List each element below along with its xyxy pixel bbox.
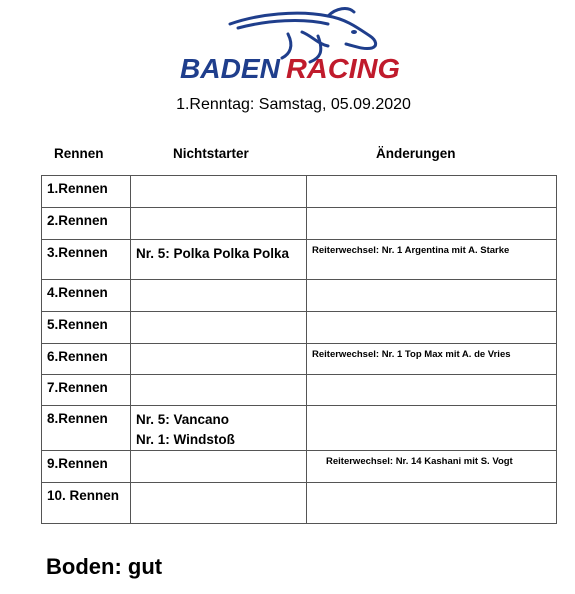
aenderungen-cell — [307, 280, 557, 312]
aenderungen-cell — [307, 312, 557, 344]
rennen-cell — [42, 344, 131, 375]
table-row — [42, 406, 557, 451]
rennen-cell — [42, 208, 131, 240]
rennen-label: 1.Rennen — [47, 181, 108, 196]
nichtstarter-cell — [131, 240, 307, 280]
baden-racing-logo — [178, 6, 404, 84]
rennen-cell — [42, 176, 131, 208]
table-row — [42, 451, 557, 483]
rennen-cell — [42, 240, 131, 280]
aenderungen-cell — [307, 176, 557, 208]
aenderungen-cell — [307, 208, 557, 240]
aenderungen-cell — [307, 240, 557, 280]
renntag-title: 1.Renntag: Samstag, 05.09.2020 — [176, 96, 411, 113]
rennen-cell — [42, 451, 131, 483]
logo-text-baden: BADEN — [180, 53, 281, 84]
rennen-label: 6.Rennen — [47, 349, 108, 364]
table-row — [42, 280, 557, 312]
aenderungen-cell — [307, 406, 557, 451]
nichtstarter-cell — [131, 312, 307, 344]
aenderungen-cell — [307, 344, 557, 375]
column-header-rennen: Rennen — [54, 146, 104, 161]
aenderung-text: Reiterwechsel: Nr. 1 Top Max mit A. de Vries — [312, 349, 511, 360]
rennen-cell — [42, 483, 131, 524]
nichtstarter-entry: Nr. 1: Windstoß — [136, 432, 235, 447]
nichtstarter-cell — [131, 406, 307, 451]
rennen-label: 3.Rennen — [47, 245, 108, 260]
nichtstarter-entry: Nr. 5: Polka Polka Polka — [136, 246, 290, 261]
aenderung-text: Reiterwechsel: Nr. 14 Kashani mit S. Vogt — [326, 456, 513, 467]
nichtstarter-cell — [131, 451, 307, 483]
nichtstarter-cell — [131, 280, 307, 312]
nichtstarter-cell — [131, 176, 307, 208]
aenderungen-cell — [307, 451, 557, 483]
rennen-label: 10. Rennen — [47, 488, 120, 503]
nichtstarter-cell — [131, 208, 307, 240]
table-row — [42, 312, 557, 344]
column-header-aenderungen: Änderungen — [376, 146, 456, 161]
rennen-label: 8.Rennen — [47, 411, 108, 426]
aenderungen-cell — [307, 375, 557, 406]
rennen-label: 2.Rennen — [47, 213, 108, 228]
aenderungen-cell — [307, 483, 557, 524]
table-row — [42, 208, 557, 240]
boden-status: Boden: gut — [46, 554, 163, 579]
table-row — [42, 375, 557, 406]
table-row — [42, 344, 557, 375]
nichtstarter-cell — [131, 344, 307, 375]
table-row — [42, 176, 557, 208]
table-row — [42, 240, 557, 280]
rennen-label: 4.Rennen — [47, 285, 108, 300]
rennen-label: 5.Rennen — [47, 317, 108, 332]
rennen-cell — [42, 406, 131, 451]
nichtstarter-entry: Nr. 5: Vancano — [136, 412, 230, 427]
rennen-label: 9.Rennen — [47, 456, 108, 471]
rennen-table — [41, 175, 557, 524]
rennen-cell — [42, 375, 131, 406]
aenderung-text: Reiterwechsel: Nr. 1 Argentina mit A. Starke — [312, 245, 510, 256]
logo-text-racing: RACING — [286, 53, 400, 84]
rennen-cell — [42, 312, 131, 344]
nichtstarter-cell — [131, 483, 307, 524]
table-row — [42, 483, 557, 524]
nichtstarter-cell — [131, 375, 307, 406]
rennen-cell — [42, 280, 131, 312]
rennen-label: 7.Rennen — [47, 380, 108, 395]
column-header-nichtstarter: Nichtstarter — [173, 146, 249, 161]
